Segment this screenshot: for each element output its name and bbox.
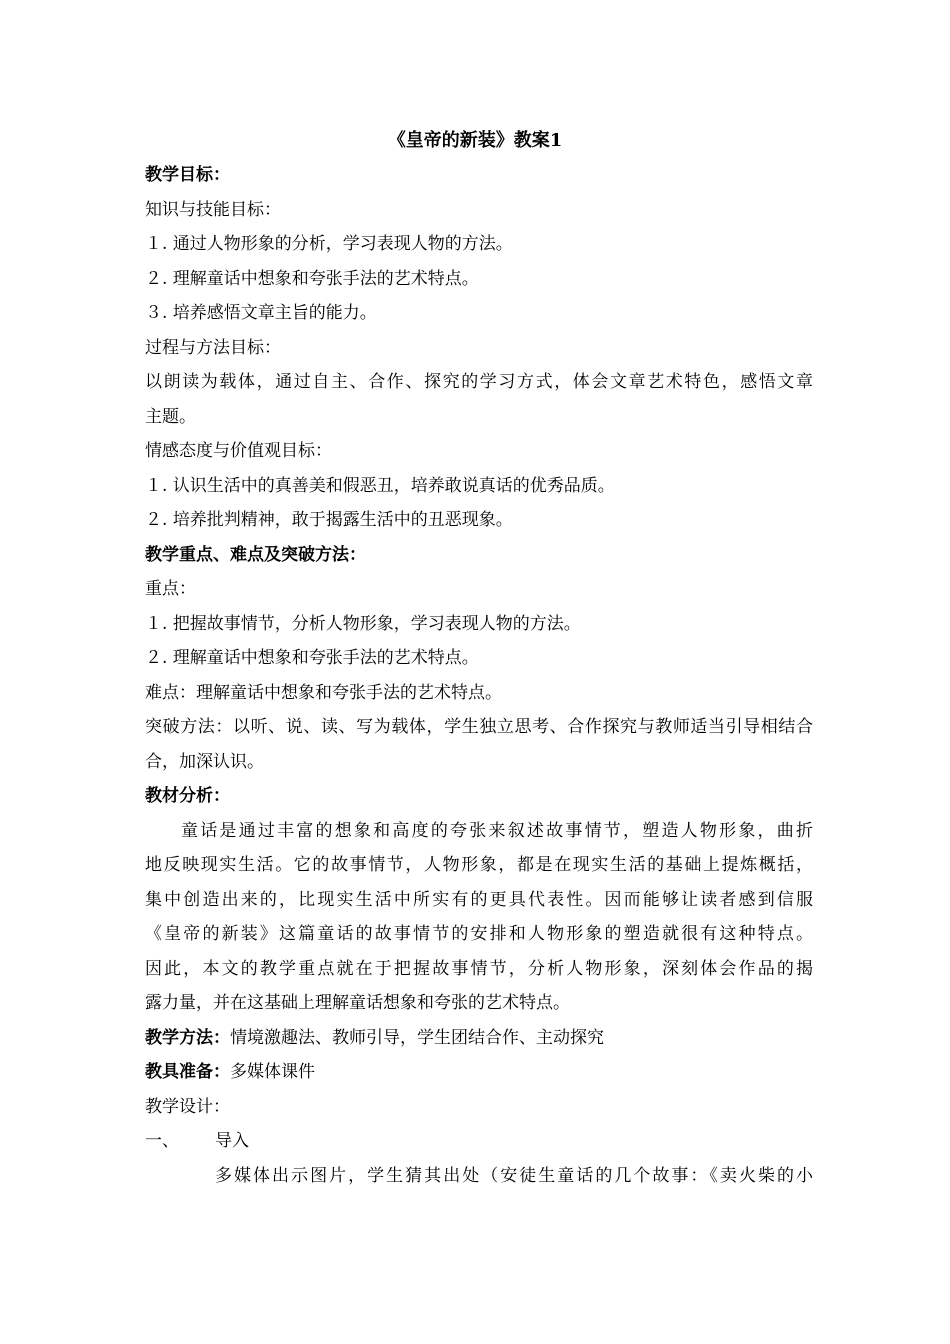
knowledge-skills-label: 知识与技能目标： xyxy=(145,199,281,220)
teaching-methods-label: 教学方法： xyxy=(145,1027,230,1048)
knowledge-item-3: ３. 培养感悟文章主旨的能力。 xyxy=(145,303,377,323)
teaching-tools-value: 多媒体课件 xyxy=(230,1062,315,1082)
emotion-item-2: ２. 培养批判精神，敢于揭露生活中的丑恶现象。 xyxy=(145,510,513,530)
breakthrough-line-1: 突破方法：以听、说、读、写为载体，学生独立思考、合作探究与教师适当引导相结合 xyxy=(145,717,813,737)
emotion-values-label: 情感态度与价值观目标： xyxy=(145,441,332,461)
analysis-line-1: 童话是通过丰富的想象和高度的夸张来叙述故事情节，塑造人物形象，曲折 xyxy=(181,820,813,841)
intro-line: 多媒体出示图片，学生猜其出处（安徒生童话的几个故事：《卖火柴的小 xyxy=(215,1165,813,1186)
teaching-design-label: 教学设计： xyxy=(145,1096,230,1117)
analysis-line-3: 集中创造出来的，比现实生活中所实有的更具代表性。因而能够让读者感到信服 xyxy=(145,889,813,910)
teaching-tools-row xyxy=(145,1055,813,1090)
heading-material-analysis: 教材分析： xyxy=(145,786,230,806)
section-one-title: 导入 xyxy=(215,1131,249,1151)
document-body xyxy=(145,158,813,1193)
section-one-heading xyxy=(145,1124,813,1159)
analysis-line-2: 地反映现实生活。它的故事情节，人物形象，都是在现实生活的基础上提炼概括， xyxy=(145,855,813,875)
knowledge-item-2: ２. 理解童话中想象和夸张手法的艺术特点。 xyxy=(145,268,479,289)
key-point-item-2: ２. 理解童话中想象和夸张手法的艺术特点。 xyxy=(145,648,479,668)
teaching-methods-row xyxy=(145,1021,813,1056)
analysis-line-5: 因此，本文的教学重点就在于把握故事情节，分析人物形象，深刻体会作品的揭 xyxy=(145,958,813,979)
analysis-line-4: 《皇帝的新装》这篇童话的故事情节的安排和人物形象的塑造就很有这种特点。 xyxy=(145,924,813,944)
teaching-methods-value: 情境激趣法、教师引导，学生团结合作、主动探究 xyxy=(230,1027,604,1048)
breakthrough-line-2: 合，加深认识。 xyxy=(145,751,264,772)
key-points-label: 重点： xyxy=(145,579,196,599)
heading-key-difficult-points: 教学重点、难点及突破方法： xyxy=(145,544,366,565)
process-text-line-1: 以朗读为载体，通过自主、合作、探究的学习方式，体会文章艺术特色，感悟文章 xyxy=(145,372,813,392)
knowledge-item-1: １. 通过人物形象的分析，学习表现人物的方法。 xyxy=(145,234,513,254)
teaching-tools-label: 教具准备： xyxy=(145,1062,230,1082)
process-methods-label: 过程与方法目标： xyxy=(145,337,281,358)
document-title: 《皇帝的新装》教案1 xyxy=(387,130,563,151)
section-one-number: 一、 xyxy=(145,1131,179,1151)
analysis-line-6: 露力量，并在这基础上理解童话想象和夸张的艺术特点。 xyxy=(145,993,570,1013)
heading-teaching-objectives: 教学目标： xyxy=(145,165,230,185)
emotion-item-1: １. 认识生活中的真善美和假恶丑，培养敢说真话的优秀品质。 xyxy=(145,475,615,496)
difficulty-text: 难点：理解童话中想象和夸张手法的艺术特点。 xyxy=(145,682,502,703)
key-point-item-1: １. 把握故事情节，分析人物形象，学习表现人物的方法。 xyxy=(145,613,581,634)
process-text-line-2: 主题。 xyxy=(145,406,196,427)
